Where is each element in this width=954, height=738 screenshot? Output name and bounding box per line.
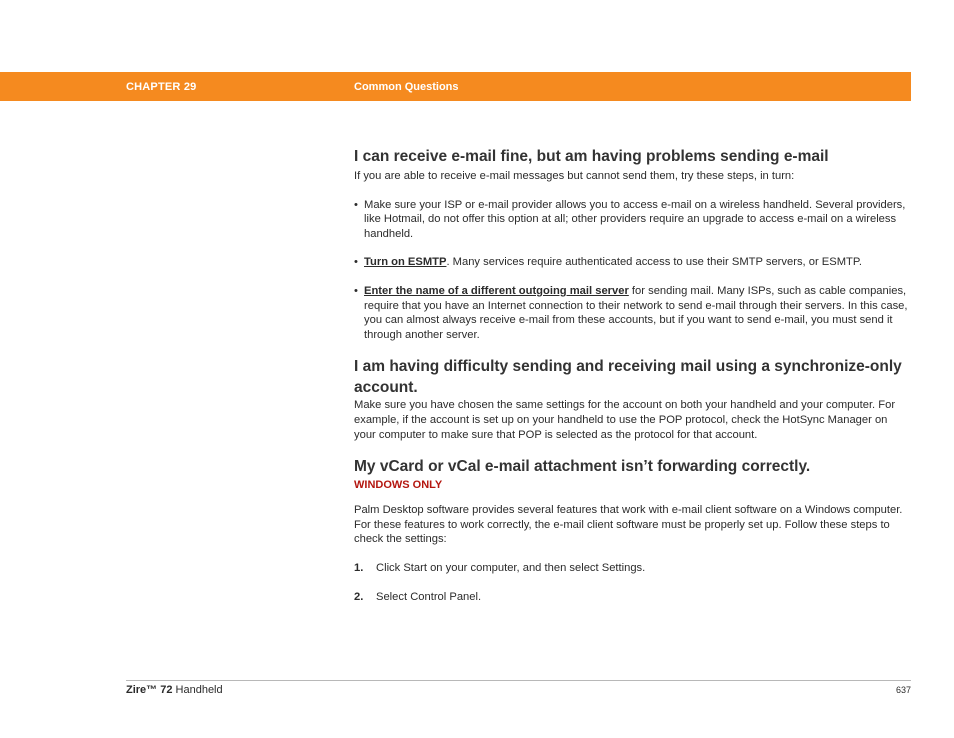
- footer-product-name: [126, 684, 223, 696]
- step-text: Select Control Panel.: [376, 590, 482, 603]
- list-item: [354, 255, 912, 270]
- list-item-text: for sending mail. Many ISPs, such as cable companies, require that you have an Internet connection to their network to send e-mail through their servers. In this case, you can almost always receive e-mail from these accounts, but if you want to send e-mail, you must send it through another server.: [364, 284, 908, 341]
- bullet-list: [354, 198, 912, 343]
- product-suffix: Handheld: [172, 684, 223, 696]
- chapter-number: CHAPTER 29: [126, 81, 197, 93]
- main-content: [354, 146, 912, 618]
- list-item-text: . Many services require authenticated access to use their SMTP servers, or ESMTP.: [446, 256, 863, 269]
- page-number: 637: [895, 685, 911, 695]
- step-item: [354, 590, 912, 605]
- step-number: 1.: [354, 561, 364, 574]
- footer-divider: [126, 680, 911, 681]
- section-intro: If you are able to receive e-mail messages but cannot send them, try these steps, in turn:: [354, 170, 795, 182]
- section-vcard-vcal: [354, 456, 912, 604]
- section-sending-email: [354, 146, 912, 342]
- product-model: Zire™ 72: [126, 684, 173, 696]
- list-item-text: Make sure your ISP or e-mail provider allows you to access e-mail on a wireless handheld. Several providers, like Hotmail, do not offer this option at all; other providers require an upgrade to access e-mail on a wireless handheld.: [364, 198, 906, 240]
- section-body: Make sure you have chosen the same settings for the account on both your handheld and your computer. For example, if the account is set up on your handheld to use the POP protocol, check the HotSync Manager on your computer to make sure that POP is selected as the protocol for that account.: [354, 399, 896, 441]
- step-number: 2.: [354, 590, 364, 603]
- steps-list: [354, 561, 912, 604]
- chapter-header-bar: [0, 72, 911, 101]
- section-body: Palm Desktop software provides several features that work with e-mail client software on a Windows computer. For these features to work correctly, the e-mail client software must be properly set up. Follow these steps to check the settings:: [354, 504, 903, 546]
- step-item: [354, 561, 912, 576]
- section-heading: I can receive e-mail fine, but am having problems sending e-mail: [354, 148, 829, 165]
- section-heading: My vCard or vCal e-mail attachment isn’t forwarding correctly.: [354, 458, 811, 476]
- list-item: [354, 198, 912, 242]
- list-item: [354, 284, 912, 342]
- section-heading: I am having difficulty sending and receiving mail using a synchronize-only account.: [354, 358, 902, 397]
- windows-only-tag: WINDOWS ONLY: [354, 479, 443, 492]
- turn-on-esmtp-link[interactable]: Turn on ESMTP: [364, 256, 447, 269]
- outgoing-mail-server-link[interactable]: Enter the name of a different outgoing mail server: [364, 284, 629, 297]
- chapter-title: Common Questions: [354, 81, 459, 93]
- step-text: Click Start on your computer, and then select Settings.: [376, 561, 646, 574]
- section-synchronize-only: [354, 356, 912, 442]
